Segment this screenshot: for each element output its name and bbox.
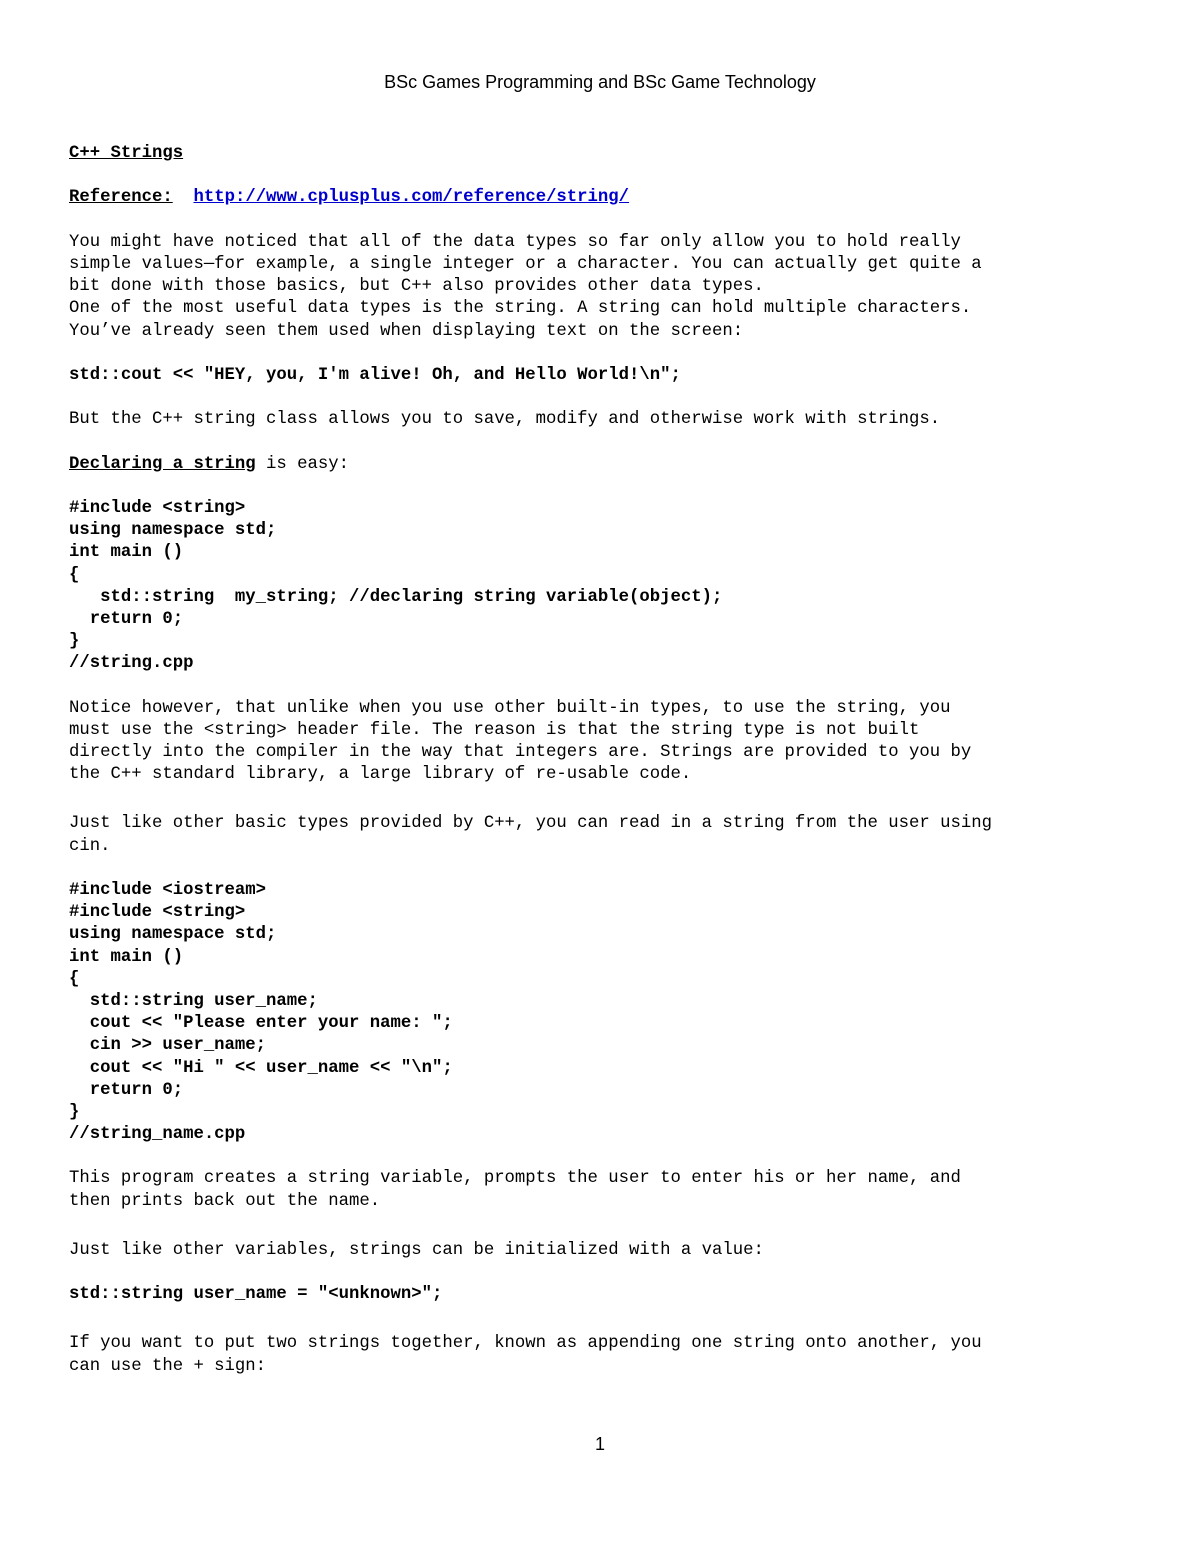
- paragraph-line: Notice however, that unlike when you use other built-in types, to use the string, you: [69, 698, 951, 718]
- string-class-paragraph: But the C++ string class allows you to save, modify and otherwise work with strings.: [69, 410, 941, 430]
- code-line: cin >> user_name;: [69, 1036, 267, 1056]
- code-line: {: [69, 969, 80, 989]
- code-line: using namespace std;: [69, 521, 277, 541]
- code-line: int main (): [69, 543, 184, 563]
- code-line: //string_name.cpp: [69, 1125, 246, 1145]
- init-paragraph: Just like other variables, strings can be initialized with a value:: [69, 1240, 764, 1260]
- paragraph-line: This program creates a string variable, prompts the user to enter his or her name, and: [69, 1169, 961, 1189]
- code-line: return 0;: [69, 1080, 184, 1100]
- reference-link[interactable]: http://www.cplusplus.com/reference/string/: [193, 188, 630, 208]
- append-paragraph: [69, 1333, 1139, 1377]
- paragraph-line: can use the + sign:: [69, 1356, 267, 1376]
- code-block-string-name-cpp: [69, 880, 1139, 1146]
- intro-paragraph: [69, 232, 1139, 343]
- code-line: //string.cpp: [69, 654, 194, 674]
- paragraph-line: must use the <string> header file. The reason is that the string type is not built: [69, 720, 920, 740]
- code-line: return 0;: [69, 609, 184, 629]
- paragraph-line: You might have noticed that all of the data types so far only allow you to hold really: [69, 232, 961, 252]
- declaring-line: [69, 454, 1139, 476]
- paragraph-line: the C++ standard library, a large library of re-usable code.: [69, 765, 692, 785]
- code-line: std::string user_name;: [69, 991, 318, 1011]
- init-code: std::string user_name = "<unknown>";: [69, 1285, 443, 1305]
- code-line: }: [69, 1102, 80, 1122]
- code-line: using namespace std;: [69, 925, 277, 945]
- paragraph-line: cin.: [69, 836, 111, 856]
- declaring-label: Declaring a string: [69, 454, 256, 474]
- code-line: {: [69, 565, 80, 585]
- code-line: #include <string>: [69, 499, 246, 518]
- paragraph-line: You’ve already seen them used when displaying text on the screen:: [69, 321, 744, 341]
- code-line: std::string my_string; //declaring string variable(object);: [69, 587, 723, 607]
- page-header: BSc Games Programming and BSc Game Technology: [384, 72, 816, 92]
- paragraph-line: bit done with those basics, but C++ also provides other data types.: [69, 277, 764, 297]
- paragraph-line: then prints back out the name.: [69, 1191, 381, 1211]
- paragraph-line: Just like other basic types provided by C++, you can read in a string from the user using: [69, 814, 992, 834]
- code-line: }: [69, 632, 80, 652]
- program-description-paragraph: [69, 1168, 1139, 1212]
- section-title: C++ Strings: [69, 144, 184, 163]
- code-line: int main (): [69, 947, 184, 967]
- paragraph-line: simple values—for example, a single integer or a character. You can actually get quite a: [69, 254, 982, 274]
- code-line: cout << "Please enter your name: ";: [69, 1014, 453, 1034]
- document-body: [69, 143, 1139, 1378]
- page-number: 1: [594, 1434, 605, 1454]
- declaring-rest: is easy:: [255, 454, 350, 474]
- reference-label: Reference:: [69, 188, 173, 208]
- code-line: #include <string>: [69, 903, 246, 923]
- reference-line: [69, 187, 1139, 209]
- paragraph-line: One of the most useful data types is the string. A string can hold multiple characters.: [69, 299, 972, 319]
- notice-paragraph: [69, 698, 1139, 787]
- cout-example-code: std::cout << "HEY, you, I'm alive! Oh, and Hello World!\n";: [69, 365, 681, 385]
- code-line: #include <iostream>: [69, 881, 267, 900]
- code-block-string-cpp: [69, 498, 1139, 676]
- paragraph-line: directly into the compiler in the way that integers are. Strings are provided to you by: [69, 743, 972, 763]
- code-line: cout << "Hi " << user_name << "\n";: [69, 1058, 453, 1078]
- cin-intro-paragraph: [69, 813, 1139, 857]
- paragraph-line: If you want to put two strings together, known as appending one string onto another, you: [69, 1334, 982, 1354]
